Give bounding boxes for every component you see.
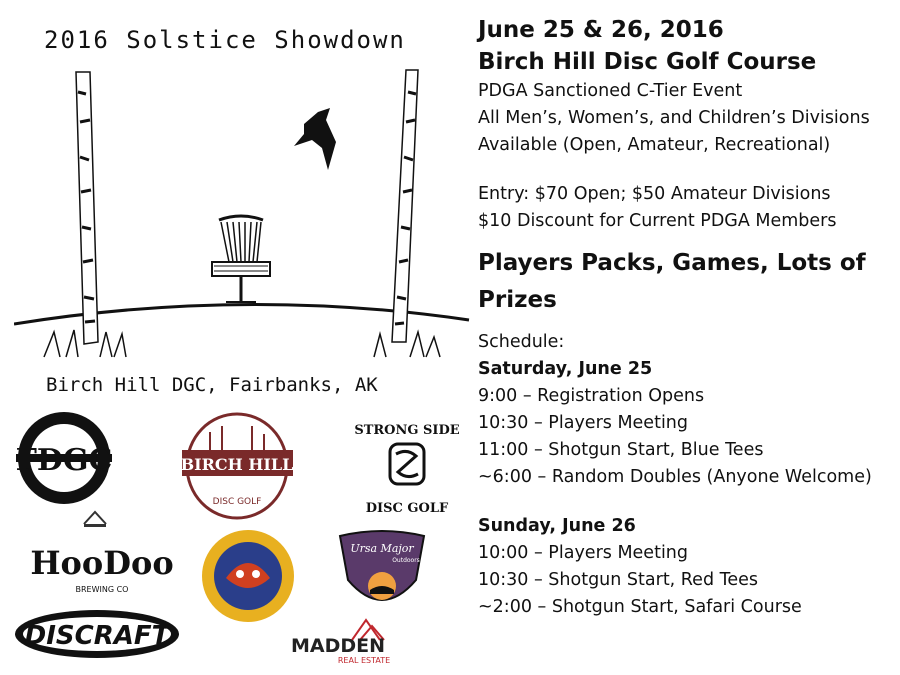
strong-side-disc-golf-logo [352, 412, 462, 524]
svg-text:HooDoo: HooDoo [30, 544, 174, 582]
craft-beer-small-logo [80, 508, 110, 530]
svg-text:Outdoors: Outdoors [392, 557, 420, 564]
svg-text:REAL ESTATE: REAL ESTATE [337, 656, 391, 665]
info-line: All Men’s, Women’s, and Children’s Divisions [478, 108, 870, 128]
svg-text:Ursa Major: Ursa Major [350, 542, 414, 555]
sunday-heading: Sunday, June 26 [478, 516, 636, 536]
event-title: 2016 Solstice Showdown [44, 26, 406, 54]
event-info [478, 14, 898, 621]
venue-location: Birch Hill DGC, Fairbanks, AK [46, 374, 378, 396]
svg-text:BREWING CO: BREWING CO [75, 585, 129, 594]
svg-text:BIRCH HILL: BIRCH HILL [180, 455, 294, 474]
info-line: PDGA Sanctioned C-Tier Event [478, 81, 743, 101]
hoodoo-brewing-logo [30, 540, 175, 596]
left-birch-tree-icon [44, 72, 126, 357]
event-date: June 25 & 26, 2016 [478, 17, 724, 43]
ursa-major-outdoors-logo [336, 528, 428, 616]
schedule-item: ~6:00 – Random Doubles (Anyone Welcome) [478, 467, 872, 487]
svg-text:DISC GOLF: DISC GOLF [365, 501, 449, 516]
birch-hill-disc-golf-logo [180, 412, 295, 524]
svg-text:DISC GOLF: DISC GOLF [212, 497, 262, 507]
schedule-item: 10:30 – Shotgun Start, Red Tees [478, 570, 758, 590]
course-name: Birch Hill Disc Golf Course [478, 49, 817, 75]
info-line: Available (Open, Amateur, Recreational) [478, 135, 831, 155]
madden-real-estate-logo [280, 612, 400, 666]
birch-trees-illustration [14, 62, 474, 367]
svg-text:MADDEN: MADDEN [290, 635, 386, 657]
svg-text:DISCRAFT: DISCRAFT [24, 621, 170, 651]
svg-text:FDGC: FDGC [16, 443, 113, 478]
fdgc-logo [16, 410, 116, 510]
schedule-item: 10:00 – Players Meeting [478, 543, 688, 563]
discraft-logo [12, 604, 182, 664]
saturday-heading: Saturday, June 25 [478, 359, 653, 379]
prizes-highlight: Players Packs, Games, Lots of Prizes [478, 250, 866, 313]
schedule-item: ~2:00 – Shotgun Start, Safari Course [478, 597, 802, 617]
raven-icon [294, 108, 336, 170]
schedule-item: 11:00 – Shotgun Start, Blue Tees [478, 440, 764, 460]
svg-text:STRONG SIDE: STRONG SIDE [354, 423, 460, 438]
schedule-label: Schedule: [478, 332, 565, 352]
disc-golf-basket-icon [212, 216, 270, 302]
schedule-item: 9:00 – Registration Opens [478, 386, 705, 406]
entry-fee: Entry: $70 Open; $50 Amateur Divisions [478, 184, 831, 204]
schedule-item: 10:30 – Players Meeting [478, 413, 688, 433]
entry-discount: $10 Discount for Current PDGA Members [478, 211, 837, 231]
